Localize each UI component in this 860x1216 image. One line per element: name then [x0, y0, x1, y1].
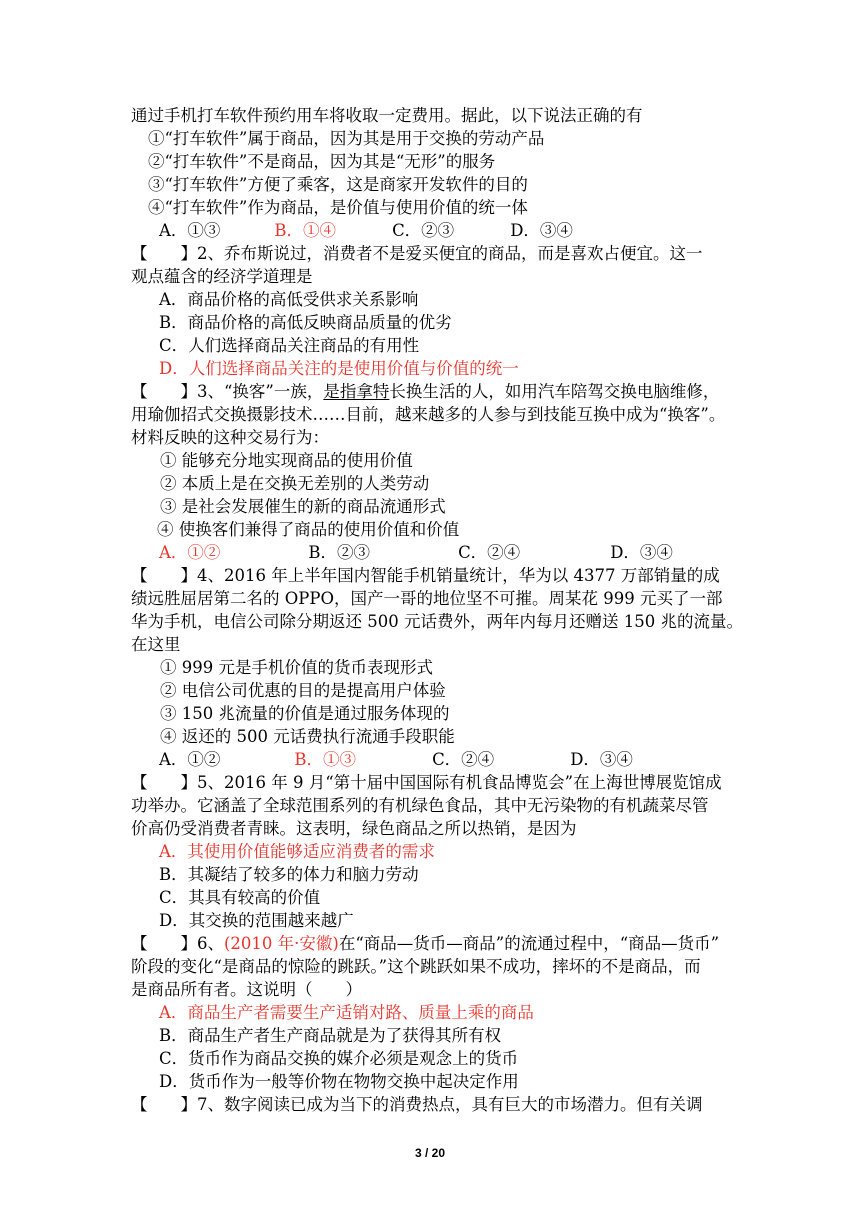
q3-statement-1: ① 能够充分地实现商品的使用价值 [160, 451, 413, 470]
q1-statement-4: ④“打车软件”作为商品，是价值与使用价值的统一体 [148, 198, 528, 217]
q2-stem-line-1: 【 】2、乔布斯说过，消费者不是爱买便宜的商品，而是喜欢占便宜。这一 [131, 244, 703, 263]
q6-option-c: C．货币作为商品交换的媒介必须是观念上的货币 [159, 1049, 519, 1068]
q7-answer-bracket: 【 】 [131, 1095, 197, 1114]
q2-option-a: A．商品价格的高低受供求关系影响 [159, 290, 419, 309]
q1-statement-2: ②“打车软件”不是商品，因为其是“无形”的服务 [148, 152, 496, 171]
q1-options [159, 220, 573, 242]
q4-stem-line-2: 绩远胜屈居第二名的 OPPO，国产一哥的地位坚不可摧。周某花 999 元买了一部 [131, 589, 723, 608]
q3-options [159, 542, 673, 564]
q6-option-a-answer: A．商品生产者需要生产适销对路、质量上乘的商品 [159, 1003, 534, 1022]
q3-statement-3: ③ 是社会发展催生的新的商品流通形式 [160, 497, 446, 516]
q5-stem-line-3: 价高仍受消费者青睐。这表明，绿色商品之所以热销，是因为 [131, 819, 577, 838]
q3-statement-2: ② 本质上是在交换无差别的人类劳动 [160, 474, 430, 493]
q3-stem-line-3: 材料反映的这种交易行为： [131, 428, 329, 447]
q4-stem-line-3: 华为手机，电信公司除分期返还 500 元话费外，两年内每月还赠送 150 兆的流量。 [131, 612, 743, 631]
q4-statement-2: ② 电信公司优惠的目的是提高用户体验 [160, 681, 446, 700]
q2-option-c: C．人们选择商品关注商品的有用性 [159, 336, 420, 355]
q3-stem-line-1: 【 】3、“换客”一族，是指拿特长换生活的人，如用汽车陪驾交换电脑维修， [131, 382, 720, 401]
q4-stem-line-4: 在这里 [131, 635, 181, 654]
q2-option-b: B．商品价格的高低反映商品质量的优劣 [159, 313, 452, 332]
q5-option-b: B．其凝结了较多的体力和脑力劳动 [159, 865, 419, 884]
q5-option-c: C．其具有较高的价值 [159, 888, 321, 907]
q3-statement-4: ④ 使换客们兼得了商品的使用价值和价值 [157, 520, 460, 539]
q1-option-c: C．②③ [392, 221, 455, 240]
q4-option-d: D．③④ [570, 750, 633, 769]
q6-stem-line-3: 是商品所有者。这说明（ ） [131, 980, 362, 999]
q3-option-b: B．②③ [308, 543, 371, 562]
q3-answer-bracket: 【 】 [131, 382, 197, 401]
q6-stem-line-1: 【 】6、(2010 年·安徽)在“商品—货币—商品”的流通过程中，“商品—货币” [131, 934, 720, 953]
q1-option-b-answer: B．①④ [274, 221, 337, 240]
q4-option-b-answer: B．①③ [294, 750, 357, 769]
q2-option-d-answer: D．人们选择商品关注的是使用价值与价值的统一 [159, 359, 519, 378]
q6-option-b: B．商品生产者生产商品就是为了获得其所有权 [159, 1026, 502, 1045]
q4-answer-bracket: 【 】 [131, 566, 197, 585]
q3-option-c: C．②④ [458, 543, 521, 562]
q4-statement-1: ① 999 元是手机价值的货币表现形式 [160, 658, 433, 677]
q3-option-d: D．③④ [610, 543, 673, 562]
q5-option-d: D．其交换的范围越来越广 [159, 911, 354, 930]
q6-stem-line-2: 阶段的变化“是商品的惊险的跳跃。”这个跳跃如果不成功，摔坏的不是商品，而 [131, 957, 701, 976]
q7-stem-line-1: 【 】7、数字阅读已成为当下的消费热点，具有巨大的市场潜力。但有关调 [131, 1095, 703, 1114]
q5-stem-line-2: 功举办。它涵盖了全球范围系列的有机绿色食品，其中无污染物的有机蔬菜尽管 [131, 796, 709, 815]
q4-option-c: C．②④ [432, 750, 495, 769]
q4-statement-4: ④ 返还的 500 元话费执行流通手段职能 [160, 727, 455, 746]
q2-stem-line-2: 观点蕴含的经济学道理是 [131, 267, 313, 286]
q1-statement-3: ③“打车软件”方便了乘客，这是商家开发软件的目的 [148, 175, 528, 194]
q3-option-a-answer: A．①② [159, 543, 221, 562]
q5-stem-line-1: 【 】5、2016 年 9 月“第十届中国国际有机食品博览会”在上海世博展览馆成 [131, 773, 722, 792]
q6-option-d: D．货币作为一般等价物在物物交换中起决定作用 [159, 1072, 519, 1091]
q4-option-a: A．①② [159, 750, 221, 769]
q2-answer-bracket: 【 】 [131, 244, 197, 263]
q4-stem-line-1: 【 】4、2016 年上半年国内智能手机销量统计，华为以 4377 万部销量的成 [131, 566, 720, 585]
q4-options [159, 749, 633, 771]
q1-option-a: A．①③ [159, 221, 221, 240]
q5-option-a-answer: A．其使用价值能够适应消费者的需求 [159, 842, 435, 861]
q1-option-d: D．③④ [510, 221, 573, 240]
q6-source-tag: (2010 年·安徽) [224, 934, 339, 953]
page-number: 3 / 20 [414, 1146, 446, 1160]
q4-statement-3: ③ 150 兆流量的价值是通过服务体现的 [160, 704, 450, 723]
q5-answer-bracket: 【 】 [131, 773, 197, 792]
q3-stem-line-2: 用瑜伽招式交换摄影技术……目前，越来越多的人参与到技能互换中成为“换客”。 [131, 405, 726, 424]
q1-stem: 通过手机打车软件预约用车将收取一定费用。据此，以下说法正确的有 [131, 106, 643, 125]
q1-statement-1: ①“打车软件”属于商品，因为其是用于交换的劳动产品 [148, 129, 545, 148]
q6-answer-bracket: 【 】 [131, 934, 197, 953]
